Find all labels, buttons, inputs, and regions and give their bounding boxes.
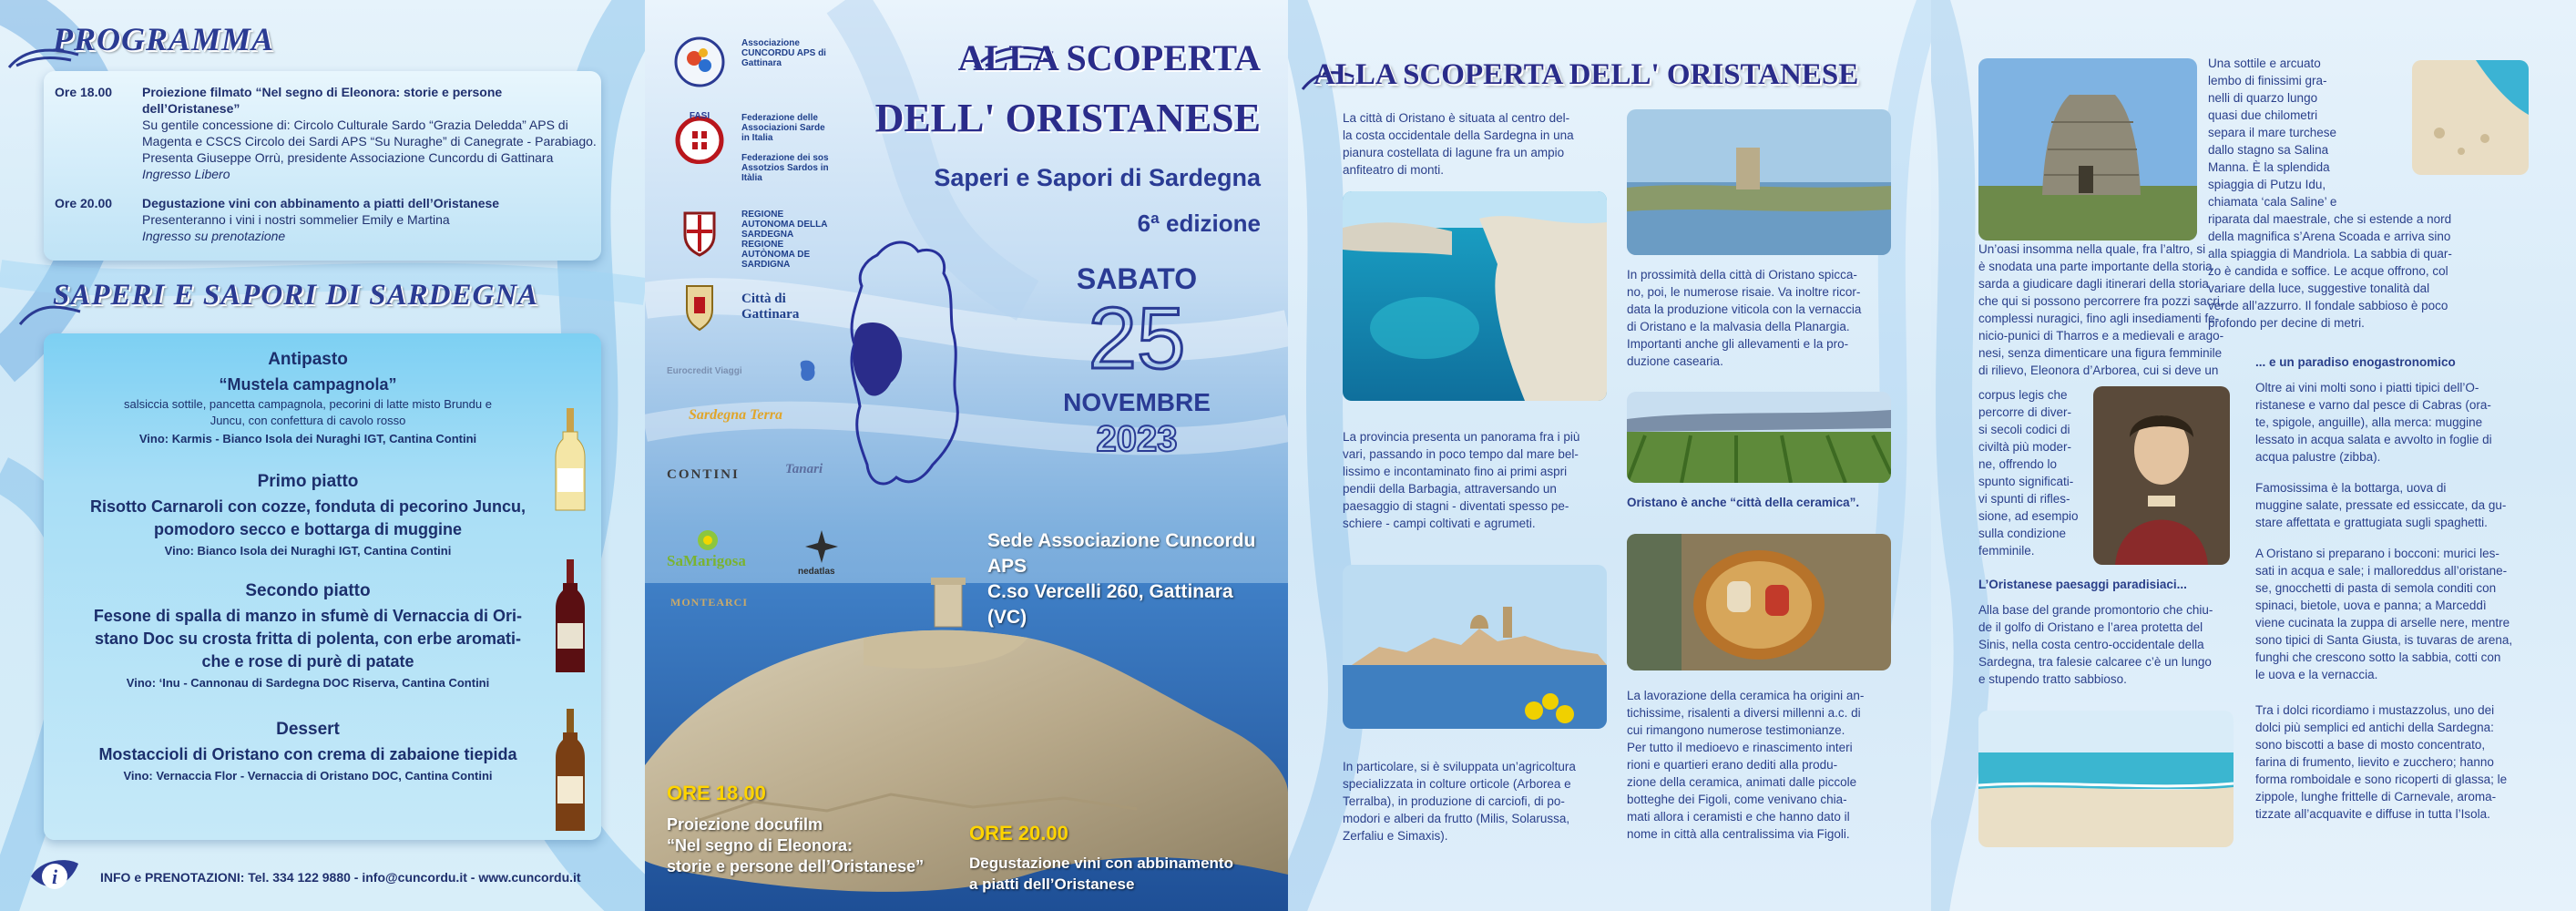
course-dish: Mostaccioli di Oristano con crema di zabaione tiepida (98, 745, 517, 763)
sponsor-label: Tanari (785, 462, 823, 476)
photo-ceramics (1627, 534, 1891, 670)
eno-title: ... e un paradiso enogastronomico (2255, 355, 2456, 369)
paragraph: Un’oasi insomma nella quale, fra l’altro, si è snodata una parte importante della storia sarda a giudicare dagli itinerari della storia che qui si possono percorrere fra pozzi sacri, complessi nuragici, fino agli insediamenti fe- nicio-punici di Tharros e a medievali e arago- nesi, senza dimenticare una figura femminile di rilievo, Eleonora d’Arborea, cui si deve un (1978, 242, 2224, 377)
paragraph: La provincia presenta un panorama fra i più vari, passando in poco tempo dal mare bel- lissimo e incontaminato fino ai primi aspri pendii della Barbagia, attraversando un paesaggio di stagni - diventati spesso pe- schiere - campi coltivati e agrumeti. (1343, 430, 1580, 530)
mask-icon (1765, 585, 1789, 616)
panel-cover (645, 0, 1288, 911)
paragraph: Famosissima è la bottarga, uova di muggine salate, pressate ed essiccate, da gu- stare affettata e grattugiata sugli spaghetti. (2255, 481, 2507, 529)
course-dish: che e rose di purè di patate (201, 652, 414, 670)
menu-box (44, 333, 601, 840)
sponsor-label: nedatlas (798, 567, 835, 577)
programma-line: Presenteranno i vini i nostri sommelier Emily e Martina (142, 212, 450, 227)
course-wine: Vino: ‘Inu - Cannonau di Sardegna DOC Riserva, Cantina Contini (126, 676, 490, 690)
sponsor-label: Eurocredit Viaggi (667, 366, 742, 376)
programma-line: Su gentile concessione di: Circolo Culturale Sardo “Grazia Deledda” APS di (142, 118, 568, 132)
sponsor-label: Associazione CUNCORDU APS di Gattinara (741, 38, 826, 68)
course-wine: Vino: Bianco Isola dei Nuraghi IGT, Cantina Contini (164, 544, 452, 558)
event2-time: ORE 20.00 (969, 822, 1068, 844)
cover-title-line2: DELL' ORISTANESE (874, 96, 1261, 140)
regione-sardegna-logo-icon (667, 202, 732, 257)
paragraph: Tra i dolci ricordiamo i mustazzolus, uno dei dolci più semplici ed antichi della Sardegna: sono biscotti a base di mosto concentrato, farina di frumento, lievito e zucchero; hanno forma romboidale e sono ricoperti di glassa; le zippole, lunghe frittelle di Carnevale, aroma- tizzate all’acquavite e diffuse in tutta l’Isola. (2255, 703, 2508, 821)
menu-heading: SAPERI E SAPORI DI SARDEGNA (53, 279, 539, 312)
photo-eleonora-portrait (2093, 386, 2230, 565)
cover-edition: 6ª edizione (1137, 210, 1261, 237)
date-year: 2023 (1096, 419, 1178, 459)
svg-text:i: i (51, 865, 58, 888)
menu-course (62, 350, 554, 445)
programma-line: Presenta Giuseppe Orrù, presidente Associazione Cuncordu di Gattinara (142, 150, 554, 165)
course-dish: “Mustela campagnola” (219, 375, 397, 394)
tower-icon (931, 578, 966, 627)
wine-bottles-image (552, 408, 588, 845)
programma-line: Magenta e CSCS Circolo dei Sardi APS “Su Nuraghe” di Canegrate - Parabiago. (142, 134, 597, 148)
ceramica-caption: Oristano è anche “città della ceramica”. (1627, 496, 1860, 509)
course-desc: Juncu, con confettura di cavolo rosso (210, 414, 406, 427)
programma-heading: PROGRAMMA (53, 21, 275, 57)
date-month: NOVEMBRE (1063, 388, 1211, 416)
bottle-white-icon (556, 408, 585, 510)
cover-title-line1: ALLA SCOPERTA (957, 37, 1261, 78)
sardinia-small-icon (794, 359, 822, 383)
paragraph: Oltre ai vini molti sono i piatti tipici dell’O- ristanese e varno dal pesce di Cabras (ora- te, spigole, anguille), alla merca: muggine lessato in acqua salata e avvolto in foglie di acqua palustre (zibba). (2255, 381, 2492, 464)
event1-desc: Proiezione docufilm “Nel segno di Eleonora: storie e persone dell’Oristanese” (667, 815, 925, 875)
course-wine: Vino: Vernaccia Flor - Vernaccia di Oristano DOC, Cantina Contini (123, 769, 493, 783)
programma-time: Ore 20.00 (55, 196, 113, 210)
course-name: Primo piatto (257, 472, 359, 491)
paragraph: In prossimità della città di Oristano spicca- no, poi, le numerose risaie. Va inoltre ricor- data la produzione viticola con la vernaccia di Oristano e la malvasia della Planargia. Importanti anche gli allevamenti e la pro- duzione casearia. (1627, 268, 1862, 368)
course-name: Secondo piatto (245, 581, 371, 600)
paragraph: Alla base del grande promontorio che chiu- de il golfo di Oristano e l’area protetta del Sinis, nella costa centro-occidentale della Sardegna, tra falesie calcaree c’è un lungo e stupendo tratto sabbioso. (1978, 603, 2213, 686)
programma-box (44, 71, 601, 261)
oristano-region-icon (853, 322, 902, 396)
menu-course (62, 581, 554, 690)
nedatlas-logo-icon (803, 528, 840, 565)
footer-text: INFO e PRENOTAZIONI: Tel. 334 122 9880 - info@cuncordu.it - www.cuncordu.it (100, 870, 581, 885)
flourish-icon (7, 44, 80, 71)
flourish-icon (18, 301, 82, 328)
course-dish: pomodoro secco e bottarga di muggine (153, 520, 463, 538)
paragraph: A Oristano si preparano i bocconi: murici les- sati in acqua e sale; i malloreddus all’oristane- se, gnocchetti di pasta di semola conditi con spinaci, bietole, uova e panna; a Marceddì viene cucinata la zuppa di arselle nere, mentre sono tipici di Santa Giusta, is tuvaras de arena, funghi che crescono sotto la sabbia, cotti con le uova e la vernaccia. (2255, 547, 2513, 681)
samarigosa-logo-icon (694, 528, 721, 552)
date-day-name: SABATO (1076, 262, 1198, 295)
event1-time: ORE 18.00 (667, 782, 766, 804)
fasi-logo-icon (667, 109, 732, 164)
photo-coast-cliff (1343, 191, 1607, 401)
course-name: Antipasto (268, 350, 348, 369)
photo-vineyard (1627, 392, 1891, 483)
venue-line: Sede Associazione Cuncordu APS (987, 530, 1256, 577)
paragraph: Una sottile e arcuato lembo di finissimi gra- nelli di quarzo lungo quasi due chilometri separa il mare turchese dallo stagno sa Salina Manna. È la splendida spiaggia di Putzu Idu, chiamata ‘cala Saline’ e riparata dal maestrale, che si estende a nord della magnifica s’Arena Scoada e arriva sino alla spiaggia di Mandriola. La sabbia di quar- zo è candida e soffice. Le acque offrono, col variare della luce, suggestive tonalità dal verde all’azzurro. Il fondale sabbioso è poco profondo per decine di metri. (2208, 56, 2452, 330)
mask-icon (1727, 581, 1751, 612)
course-name: Dessert (276, 720, 340, 739)
paesaggi-title: L’Oristanese paesaggi paradisiaci... (1978, 578, 2187, 591)
venue-line: C.so Vercelli 260, Gattinara (VC) (987, 581, 1233, 628)
panel-territorio (1931, 0, 2576, 911)
panel-programma (0, 0, 645, 911)
sponsor-label: Federazione delle Associazioni Sarde in Italia Federazione dei sos Assotzios Sardos in Itàlia (741, 113, 829, 183)
svg-text:FASI: FASI (689, 111, 710, 121)
programma-note: Ingresso Libero (142, 167, 230, 181)
paragraph: corpus legis che percorre di diver- si secoli codici di civiltà più moder- ne, offrendo lo spunto significati- vi spunti di rifles- sione, ad esempio sulla condizione femminile. (1978, 388, 2079, 558)
venue (987, 528, 1270, 630)
sponsor-label: Sardegna Terra (689, 407, 782, 423)
sponsor-label: SaMarigosa (667, 552, 746, 569)
paragraph: In particolare, si è sviluppata un’agricoltura specializzata in colture orticole (Arborea e Terralba), in produzione di carciofi, di po- modori e alberi da frutto (Milis, Solarussa, Zerfaliu e Simaxis). (1343, 760, 1576, 843)
sponsor-label: REGIONE AUTONOMA DELLA SARDEGNA REGIONE AUTÒNOMA DE SARDIGNA (741, 210, 828, 270)
paragraph: La città di Oristano è situata al centro del- la costa occidentale della Sardegna in una pianura costellata di lagune fra un ampio anfiteatro di monti. (1343, 111, 1574, 177)
cuncordu-logo-icon (667, 35, 732, 89)
section-heading: ALLA SCOPERTA DELL' ORISTANESE (1314, 58, 1859, 91)
sponsor-label: CONTINI (667, 467, 740, 482)
sponsor-label: MONTEARCI (670, 596, 749, 609)
bottle-red-icon (556, 559, 585, 672)
course-dish: Risotto Carnaroli con cozze, fonduta di pecorino Juncu, (89, 497, 526, 516)
footer-info (29, 856, 630, 896)
cover-subtitle: Saperi e Sapori di Sardegna (934, 164, 1261, 191)
sponsor-label: Città di Gattinara (741, 292, 800, 322)
info-icon (29, 856, 80, 896)
programma-title: Proiezione filmato “Nel segno di Eleonora: storie e persone dell’Oristanese” (142, 85, 503, 116)
paragraph: La lavorazione della ceramica ha origini an- tichissime, risalenti a diversi millenni a.c. di cui rimangono numerose testimonianze. Per tutto il medioevo e rinascimento interi rioni e quartieri erano dediti alla produ- zione della ceramica, animati dalle piccole botteghe dei Figoli, come venivano chia- mati allora i ceramisti e che hanno dato il nome in città alla centralissima via Figoli. (1627, 689, 1865, 841)
programma-title: Degustazione vini con abbinamento a piatti dell’Oristanese (142, 196, 500, 210)
menu-course (62, 472, 554, 558)
photo-tower-lagoon (1627, 109, 1891, 255)
course-dish: Fesone di spalla di manzo in sfumè di Vernaccia di Ori- (93, 607, 523, 625)
gattinara-crest-icon (667, 279, 732, 333)
panel-oristanese (1288, 0, 1931, 911)
photo-nuraghe (1978, 58, 2197, 241)
photo-beach (1978, 711, 2234, 847)
date-day: 25 (1088, 290, 1186, 387)
course-wine: Vino: Karmis - Bianco Isola dei Nuraghi IGT, Cantina Contini (138, 432, 477, 445)
photo-oristano-city (1343, 565, 1607, 729)
photo-quartz-sand (2412, 60, 2529, 175)
tower-icon (1736, 148, 1760, 189)
menu-course (62, 720, 554, 783)
programma-time: Ore 18.00 (55, 85, 113, 99)
course-dish: stano Doc su crosta fritta di polenta, con erbe aromati- (94, 630, 522, 648)
course-desc: salsiccia sottile, pancetta campagnola, pecorini di latte misto Brundu e (124, 397, 492, 411)
event2-desc: Degustazione vini con abbinamento a piatti dell’Oristanese (969, 855, 1233, 893)
bottle-vernaccia-icon (556, 709, 585, 831)
programma-note: Ingresso su prenotazione (142, 229, 286, 243)
